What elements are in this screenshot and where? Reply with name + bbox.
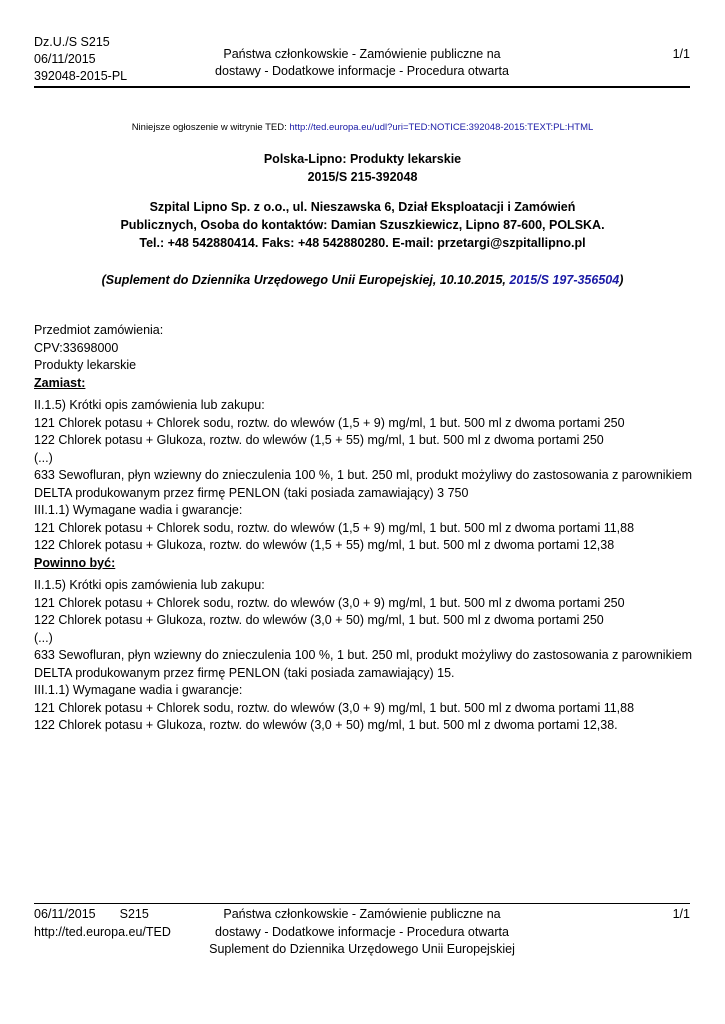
instead-line: (...) bbox=[34, 450, 53, 465]
header-journal: Dz.U./S S215 bbox=[34, 35, 110, 49]
header-date: 06/11/2015 bbox=[34, 52, 96, 66]
footer-page-number: 1/1 bbox=[672, 907, 690, 921]
footer-title bbox=[204, 906, 520, 959]
should-be-line: 121 Chlorek potasu + Chlorek sodu, roztw. do wlewów (3,0 + 9) mg/ml, 1 but. 500 ml z dwoma portami 11,88 bbox=[34, 700, 635, 715]
instead-line: II.1.5) Krótki opis zamówienia lub zakupu: bbox=[34, 398, 265, 412]
header-page-number: 1/1 bbox=[672, 47, 690, 61]
footer-series: S215 bbox=[119, 907, 149, 921]
instead-line: 633 Sewofluran, płyn wziewny do znieczulenia 100 %, 1 but. 250 ml, produkt możyliwy do zastosowania z parownikiem DELTA produkowanym przez firmę PENLON (taki posiada zamawiający) 3 750 bbox=[34, 468, 692, 500]
should-be-line: 122 Chlorek potasu + Glukoza, roztw. do wlewów (3,0 + 50) mg/ml, 1 but. 500 ml z dwoma portami 250 bbox=[34, 613, 604, 627]
footer-date: 06/11/2015 bbox=[34, 907, 96, 921]
should-be-line: (...) bbox=[34, 630, 53, 645]
footer-title-line: dostawy - Dodatkowe informacje - Procedura otwarta bbox=[215, 924, 509, 939]
should-be-line: III.1.1) Wymagane wadia i gwarancje: bbox=[34, 683, 243, 697]
should-be-heading: Powinno być: bbox=[34, 555, 116, 570]
authority-contact: Tel.: +48 542880414. Faks: +48 542880280. E-mail: przetargi@szpitallipno.pl bbox=[139, 236, 586, 250]
instead-heading: Zamiast: bbox=[34, 375, 86, 390]
supplement-reference bbox=[0, 271, 725, 289]
authority-line: Publicznych, Osoba do kontaktów: Damian Szuszkiewicz, Lipno 87-600, POLSKA. bbox=[120, 218, 605, 232]
cpv-code: CPV:33698000 bbox=[34, 340, 119, 355]
header-title-line: dostawy - Dodatkowe informacje - Procedura otwarta bbox=[215, 64, 509, 78]
ted-notice-label: Niniejsze ogłoszenie w witrynie TED: bbox=[131, 122, 290, 133]
instead-line: III.1.1) Wymagane wadia i gwarancje: bbox=[34, 503, 243, 517]
instead-line: 122 Chlorek potasu + Glukoza, roztw. do wlewów (1,5 + 55) mg/ml, 1 but. 500 ml z dwoma portami 250 bbox=[34, 433, 604, 447]
instead-line: 122 Chlorek potasu + Glukoza, roztw. do wlewów (1,5 + 55) mg/ml, 1 but. 500 ml z dwoma portami 12,38 bbox=[34, 538, 615, 552]
subject-name: Produkty lekarskie bbox=[34, 358, 137, 372]
header-notice-number: 392048-2015-PL bbox=[34, 69, 128, 83]
notice-title bbox=[0, 150, 725, 186]
ted-notice-link[interactable]: http://ted.europa.eu/udl?uri=TED:NOTICE:392048-2015:TEXT:PL:HTML bbox=[289, 122, 594, 133]
instead-line: 121 Chlorek potasu + Chlorek sodu, roztw. do wlewów (1,5 + 9) mg/ml, 1 but. 500 ml z dwoma portami 11,88 bbox=[34, 520, 635, 535]
footer-reference bbox=[34, 906, 171, 941]
contracting-authority bbox=[60, 198, 665, 252]
supplement-ref-link[interactable]: 2015/S 197-356504 bbox=[509, 273, 620, 287]
supplement-close: ) bbox=[619, 273, 624, 287]
page-footer bbox=[34, 903, 690, 956]
header-title bbox=[214, 46, 510, 80]
notice-body bbox=[34, 322, 694, 735]
header-reference bbox=[34, 34, 127, 85]
supplement-text: (Suplement do Dziennika Urzędowego Unii Europejskiej, 10.10.2015, bbox=[101, 273, 510, 287]
instead-line: 121 Chlorek potasu + Chlorek sodu, roztw. do wlewów (1,5 + 9) mg/ml, 1 but. 500 ml z dwoma portami 250 bbox=[34, 415, 625, 430]
notice-number: 2015/S 215-392048 bbox=[307, 170, 418, 184]
ted-notice bbox=[0, 122, 725, 134]
page-header bbox=[34, 34, 690, 88]
authority-line: Szpital Lipno Sp. z o.o., ul. Nieszawska 6, Dział Eksploatacji i Zamówień bbox=[149, 200, 576, 214]
should-be-line: 121 Chlorek potasu + Chlorek sodu, roztw. do wlewów (3,0 + 9) mg/ml, 1 but. 500 ml z dwoma portami 250 bbox=[34, 595, 625, 610]
header-title-line: Państwa członkowskie - Zamówienie publiczne na bbox=[223, 47, 501, 61]
should-be-line: 122 Chlorek potasu + Glukoza, roztw. do wlewów (3,0 + 50) mg/ml, 1 but. 500 ml z dwoma portami 12,38. bbox=[34, 718, 618, 732]
subject-label: Przedmiot zamówienia: bbox=[34, 323, 164, 337]
notice-title-line: Polska-Lipno: Produkty lekarskie bbox=[263, 152, 462, 166]
should-be-line: 633 Sewofluran, płyn wziewny do znieczulenia 100 %, 1 but. 250 ml, produkt możyliwy do zastosowania z parownikiem DELTA produkowanym przez firmę PENLON (taki posiada zamawiający) 15. bbox=[34, 648, 692, 680]
should-be-line: II.1.5) Krótki opis zamówienia lub zakupu: bbox=[34, 578, 265, 592]
footer-title-line: Państwa członkowskie - Zamówienie publiczne na bbox=[223, 907, 501, 921]
footer-url: http://ted.europa.eu/TED bbox=[34, 924, 171, 939]
footer-title-line: Suplement do Dziennika Urzędowego Unii Europejskiej bbox=[209, 942, 515, 956]
